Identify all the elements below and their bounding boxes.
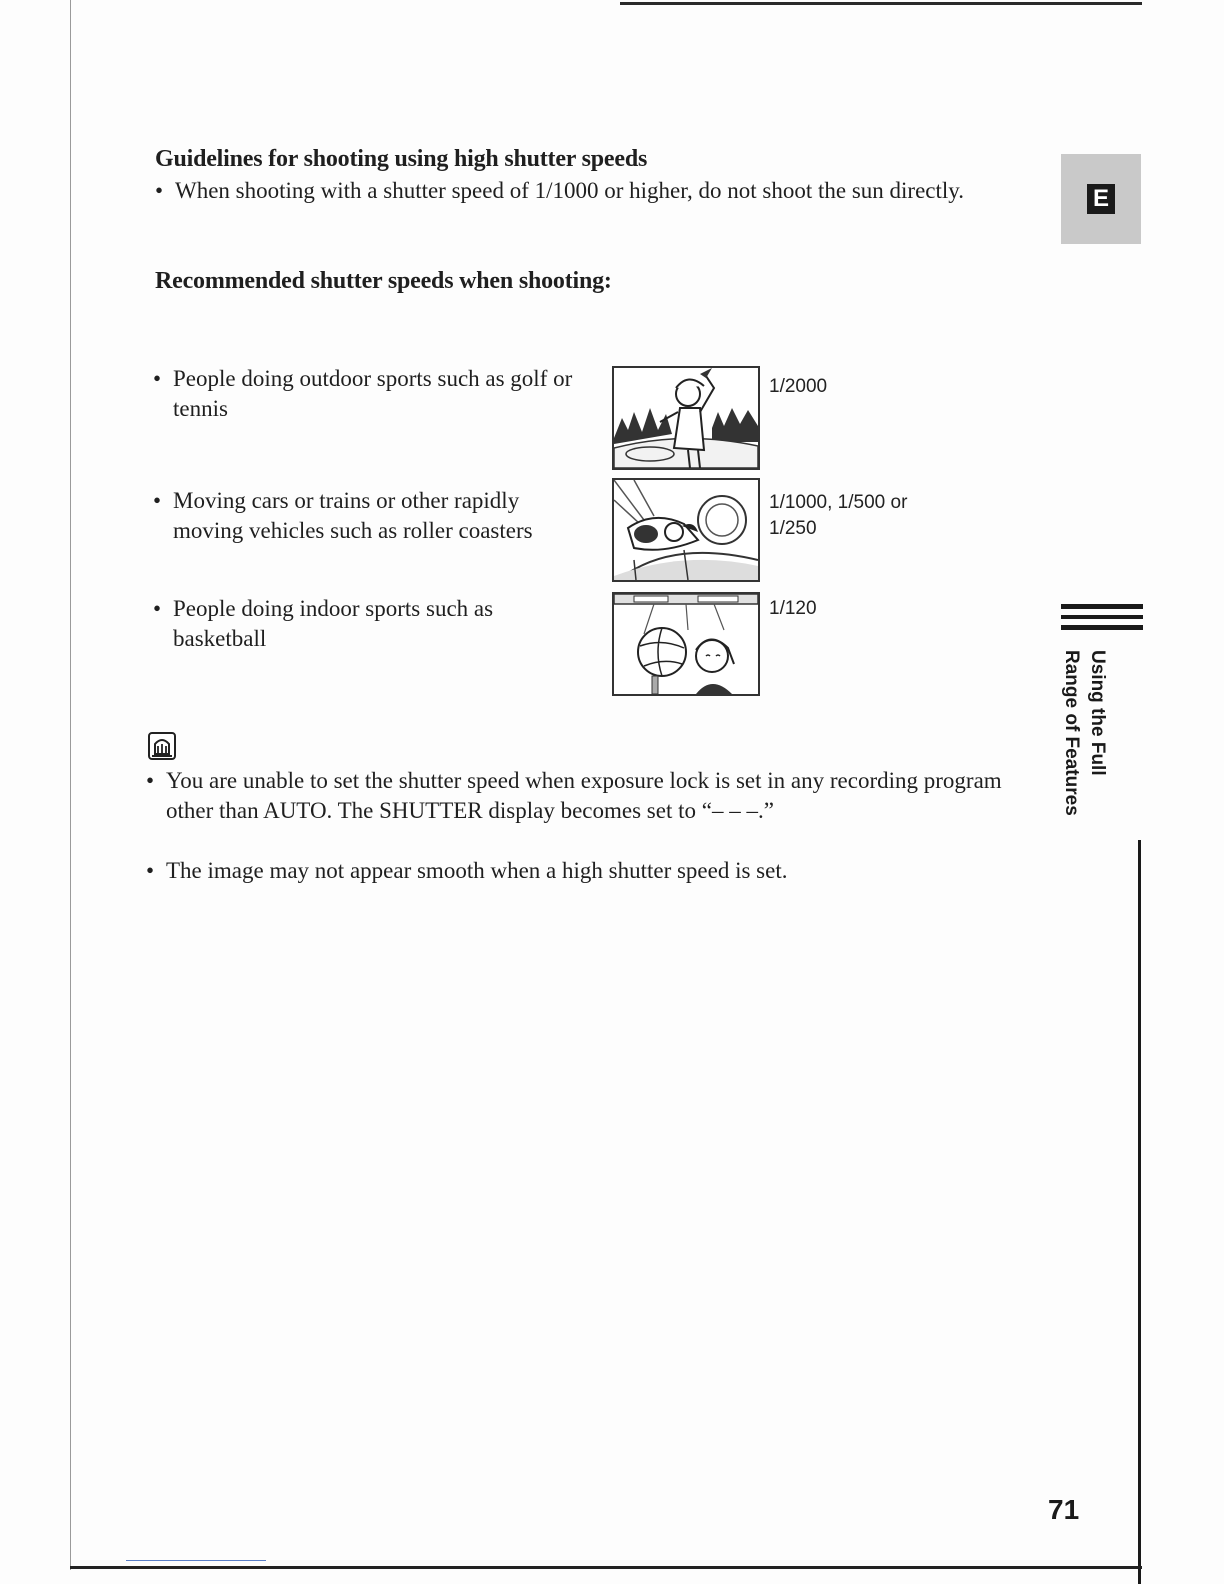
page-number: 71 <box>1048 1494 1080 1525</box>
list-item <box>153 486 533 546</box>
note-text: The image may not appear smooth when a high shutter speed is set. <box>166 858 788 883</box>
roller-coaster-illustration <box>612 478 760 582</box>
bullet-dot: • <box>153 488 162 513</box>
note-item <box>146 856 1016 886</box>
memo-icon <box>148 732 176 760</box>
bullet-dot: • <box>153 366 162 391</box>
item-text: People doing indoor sports such as basketball <box>173 596 494 651</box>
right-edge-rule <box>1138 840 1141 1584</box>
chapter-tab <box>1061 154 1141 244</box>
note-text: You are unable to set the shutter speed when exposure lock is set in any recording program other than AUTO. The SHUTTER display becomes set to “– – –.” <box>166 768 1002 823</box>
bullet-dot: • <box>153 596 162 621</box>
side-section-title <box>1030 650 1120 830</box>
chapter-letter: E <box>1087 184 1115 214</box>
note-item <box>146 766 1016 826</box>
guidelines-heading: Guidelines for shooting using high shutter speeds <box>155 146 648 172</box>
top-rule <box>620 2 1142 5</box>
guideline-text: When shooting with a shutter speed of 1/1000 or higher, do not shoot the sun directly. <box>175 178 965 203</box>
speed-label: 1/1000, 1/500 or 1/250 <box>769 492 908 539</box>
left-margin-line <box>70 0 71 1570</box>
bullet-dot: • <box>146 858 155 883</box>
side-title-line2: Range of Features <box>1061 650 1082 816</box>
side-title-line1: Using the Full <box>1087 650 1108 776</box>
bullet-dot: • <box>146 768 155 793</box>
speed-label: 1/2000 <box>769 376 828 397</box>
recommended-heading: Recommended shutter speeds when shooting: <box>155 268 612 294</box>
golf-illustration <box>612 366 760 470</box>
item-text: Moving cars or trains or other rapidly moving vehicles such as roller coasters <box>173 488 533 543</box>
item-text: People doing outdoor sports such as golf or tennis <box>173 366 573 421</box>
list-item <box>153 594 573 654</box>
basketball-illustration <box>612 592 760 696</box>
speed-label: 1/120 <box>769 598 817 619</box>
list-item <box>153 364 573 424</box>
bottom-blue-rule <box>126 1560 266 1561</box>
bottom-rule <box>70 1566 1142 1569</box>
bullet-dot: • <box>155 178 164 203</box>
section-marker-bars <box>1061 604 1143 636</box>
guideline-bullet <box>155 176 1015 206</box>
